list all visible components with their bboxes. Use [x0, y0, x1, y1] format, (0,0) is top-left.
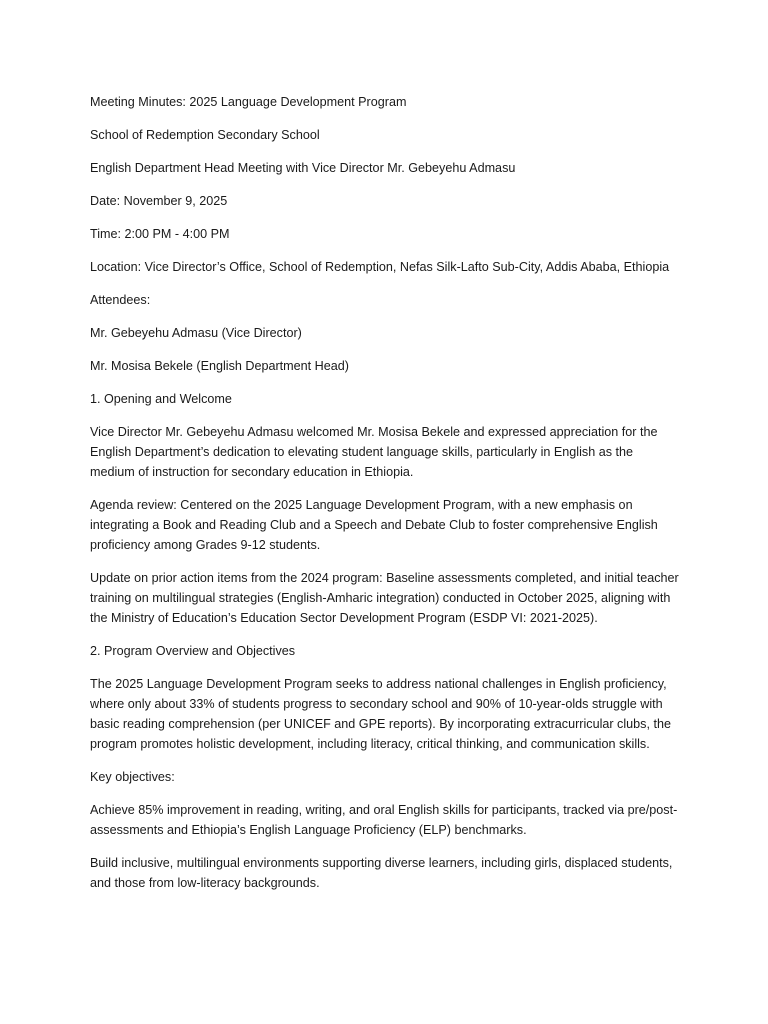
section-1-heading: 1. Opening and Welcome	[90, 392, 232, 406]
section-1-paragraph: Update on prior action items from the 2024 program: Baseline assessments completed, and initial teacher training on multilingual strategies (English-Amharic integration) conducted in October 2025, aligning with the Ministry of Education’s Education Sector Development Program (ESDP VI: 2021-2025).	[90, 571, 679, 625]
section-1-paragraph: Vice Director Mr. Gebeyehu Admasu welcomed Mr. Mosisa Bekele and expressed appreciation for the English Department’s dedication to elevating student language skills, particularly in English as the medium of instruction for secondary education in Ethiopia.	[90, 425, 658, 479]
objectives-heading: Key objectives:	[90, 770, 175, 784]
section-2-paragraph: The 2025 Language Development Program seeks to address national challenges in English proficiency, where only about 33% of students progress to secondary school and 90% of 10-year-olds struggle with basic reading comprehension (per UNICEF and GPE reports). By incorporating extracurricular clubs, the program promotes holistic development, including literacy, critical thinking, and communication skills.	[90, 677, 671, 751]
attendees-heading: Attendees:	[90, 293, 151, 307]
meeting-location: Location: Vice Director’s Office, School of Redemption, Nefas Silk-Lafto Sub-City, Addis Ababa, Ethiopia	[90, 260, 670, 274]
meeting-time: Time: 2:00 PM - 4:00 PM	[90, 227, 230, 241]
document-body	[90, 92, 680, 906]
section-2-heading: 2. Program Overview and Objectives	[90, 644, 296, 658]
attendee-item: Mr. Mosisa Bekele (English Department Head)	[90, 359, 349, 373]
school-name: School of Redemption Secondary School	[90, 128, 320, 142]
section-1-paragraph: Agenda review: Centered on the 2025 Language Development Program, with a new emphasis on integrating a Book and Reading Club and a Speech and Debate Club to foster comprehensive English proficiency among Grades 9-12 students.	[90, 498, 658, 552]
objective-item: Build inclusive, multilingual environments supporting diverse learners, including girls, displaced students, and those from low-literacy backgrounds.	[90, 856, 673, 890]
objective-item: Achieve 85% improvement in reading, writing, and oral English skills for participants, tracked via pre/post-assessments and Ethiopia’s English Language Proficiency (ELP) benchmarks.	[90, 803, 678, 837]
document-title: Meeting Minutes: 2025 Language Development Program	[90, 95, 407, 109]
attendee-item: Mr. Gebeyehu Admasu (Vice Director)	[90, 326, 302, 340]
meeting-description: English Department Head Meeting with Vice Director Mr. Gebeyehu Admasu	[90, 161, 516, 175]
meeting-date: Date: November 9, 2025	[90, 194, 228, 208]
